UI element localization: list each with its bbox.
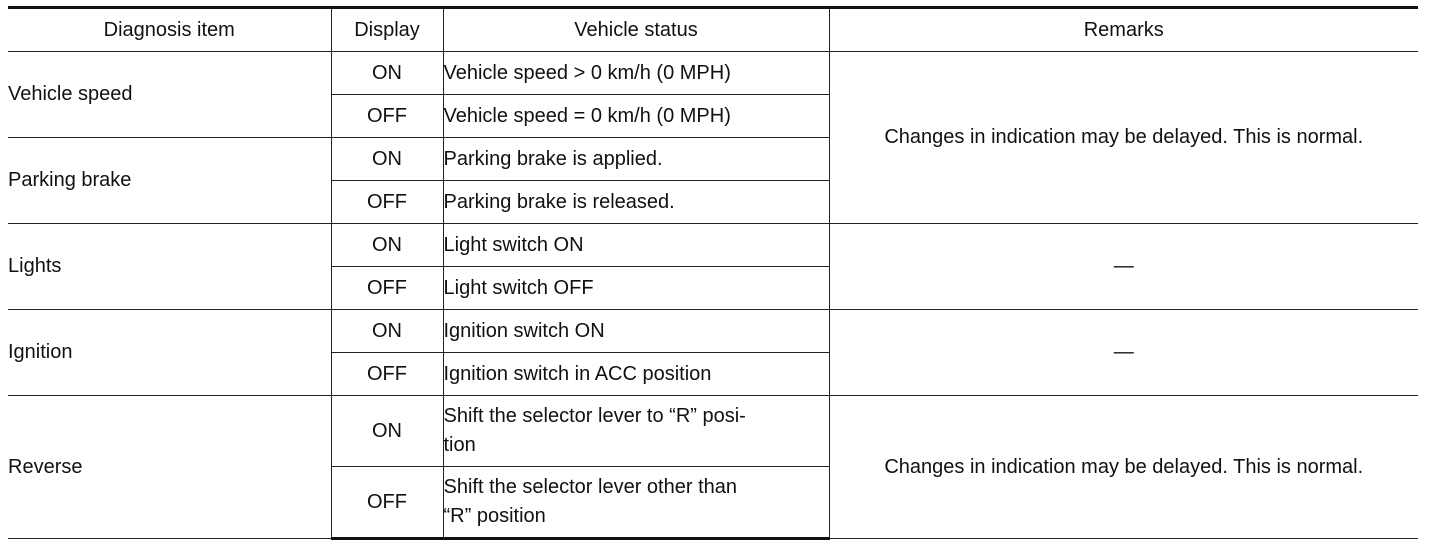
display-value: OFF [331, 267, 443, 310]
display-value: OFF [331, 353, 443, 396]
diagnosis-item-parking-brake: Parking brake [8, 138, 331, 224]
vehicle-status: Parking brake is applied. [443, 138, 829, 181]
header-display: Display [331, 8, 443, 52]
diagnosis-item-ignition: Ignition [8, 310, 331, 396]
diagnosis-item-reverse: Reverse [8, 396, 331, 539]
header-row [8, 8, 1418, 52]
display-value: OFF [331, 467, 443, 539]
vehicle-status: Ignition switch in ACC position [443, 353, 829, 396]
display-value: OFF [331, 95, 443, 138]
vehicle-status: Light switch OFF [443, 267, 829, 310]
table-row [8, 310, 1418, 353]
display-value: OFF [331, 181, 443, 224]
display-value: ON [331, 224, 443, 267]
vehicle-status [443, 467, 829, 539]
status-line: tion [443, 434, 476, 456]
vehicle-status: Ignition switch ON [443, 310, 829, 353]
remark-lights: — [829, 224, 1418, 310]
table-body [8, 52, 1418, 539]
vehicle-status: Vehicle speed = 0 km/h (0 MPH) [443, 95, 829, 138]
display-value: ON [331, 52, 443, 95]
status-line: Shift the selector lever to “R” posi- [443, 405, 746, 427]
display-value: ON [331, 138, 443, 181]
header-diagnosis-item: Diagnosis item [8, 8, 331, 52]
vehicle-status: Light switch ON [443, 224, 829, 267]
header-remarks: Remarks [829, 8, 1418, 52]
remark-ignition: — [829, 310, 1418, 396]
diagnosis-item-lights: Lights [8, 224, 331, 310]
status-line: Shift the selector lever other than [443, 476, 737, 498]
remark-reverse: Changes in indication may be delayed. This is normal. [829, 396, 1418, 539]
display-value: ON [331, 396, 443, 467]
vehicle-status: Parking brake is released. [443, 181, 829, 224]
table-header [8, 8, 1418, 52]
vehicle-status: Vehicle speed > 0 km/h (0 MPH) [443, 52, 829, 95]
header-vehicle-status: Vehicle status [443, 8, 829, 52]
diagnosis-table [8, 6, 1418, 540]
table-row [8, 52, 1418, 95]
status-line: “R” position [443, 505, 546, 527]
table-row [8, 224, 1418, 267]
table-row [8, 396, 1418, 467]
vehicle-status [443, 396, 829, 467]
remark-speed-brake: Changes in indication may be delayed. This is normal. [829, 52, 1418, 224]
diagnosis-item-vehicle-speed: Vehicle speed [8, 52, 331, 138]
display-value: ON [331, 310, 443, 353]
